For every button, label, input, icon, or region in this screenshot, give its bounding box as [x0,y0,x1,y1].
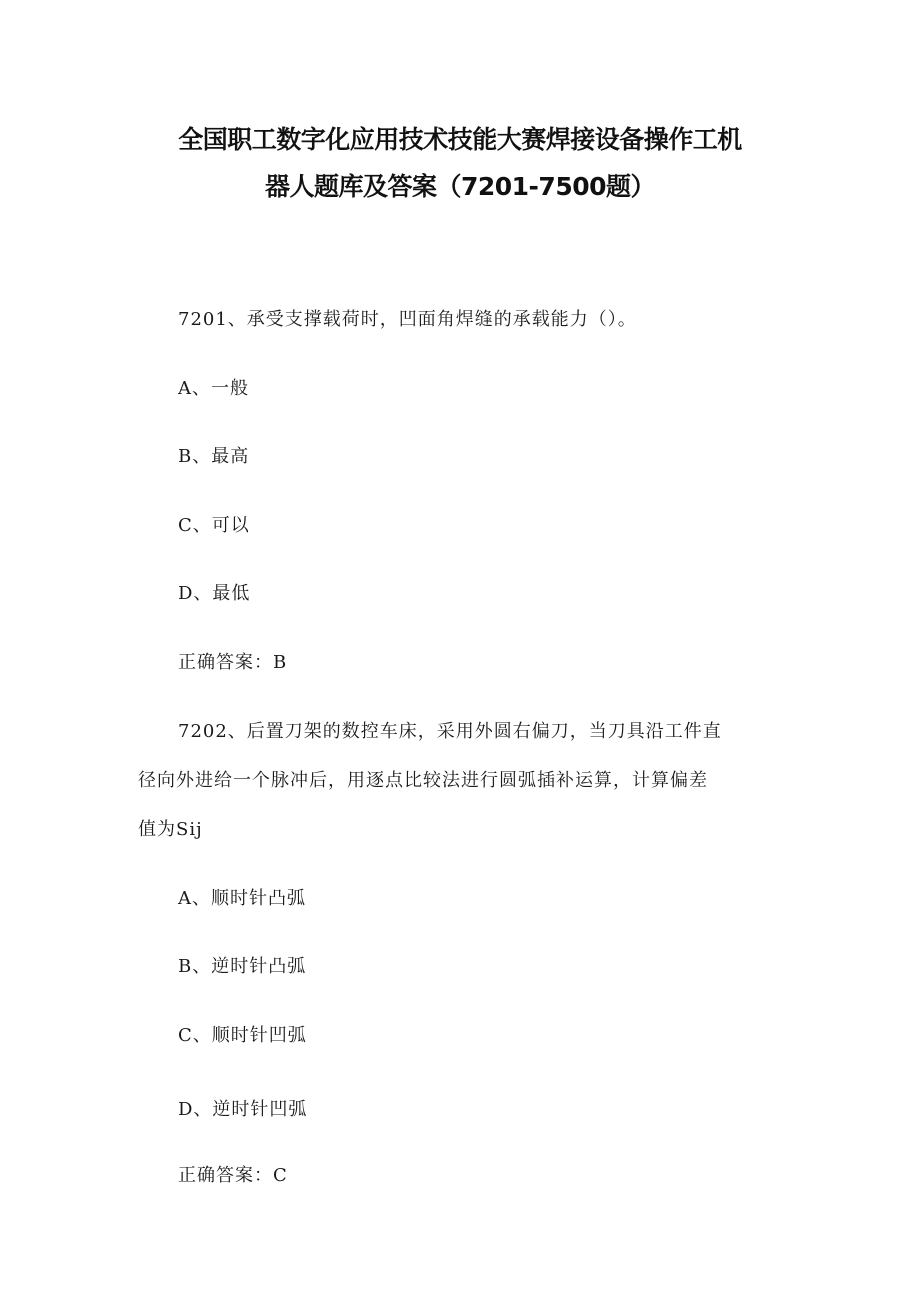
option-c: C、可以 [178,515,250,536]
option-d: D、最低 [178,583,251,604]
question-stem: 7202、后置刀架的数控车床，采用外圆右偏刀，当刀具沿工件直 [178,721,722,742]
question-stem-continued: 径向外进给一个脉冲后，用逐点比较法进行圆弧插补运算，计算偏差 [138,770,708,791]
option-a: A、一般 [178,378,249,399]
document-title-line-2: 器人题库及答案（7201-7500题） [264,172,656,201]
option-c: C、顺时针凹弧 [178,1025,307,1046]
document-title-line-1: 全国职工数字化应用技术技能大赛焊接设备操作工机 [178,125,742,154]
option-d: D、逆时针凹弧 [178,1099,308,1120]
question-stem: 7201、承受支撑载荷时，凹面角焊缝的承载能力（）。 [178,309,637,330]
option-b: B、逆时针凸弧 [178,956,307,977]
option-b: B、最高 [178,446,250,467]
option-a: A、顺时针凸弧 [178,888,306,909]
correct-answer: 正确答案：C [178,1165,288,1186]
question-stem-continued: 值为Sij [138,819,203,840]
correct-answer: 正确答案：B [178,652,288,673]
